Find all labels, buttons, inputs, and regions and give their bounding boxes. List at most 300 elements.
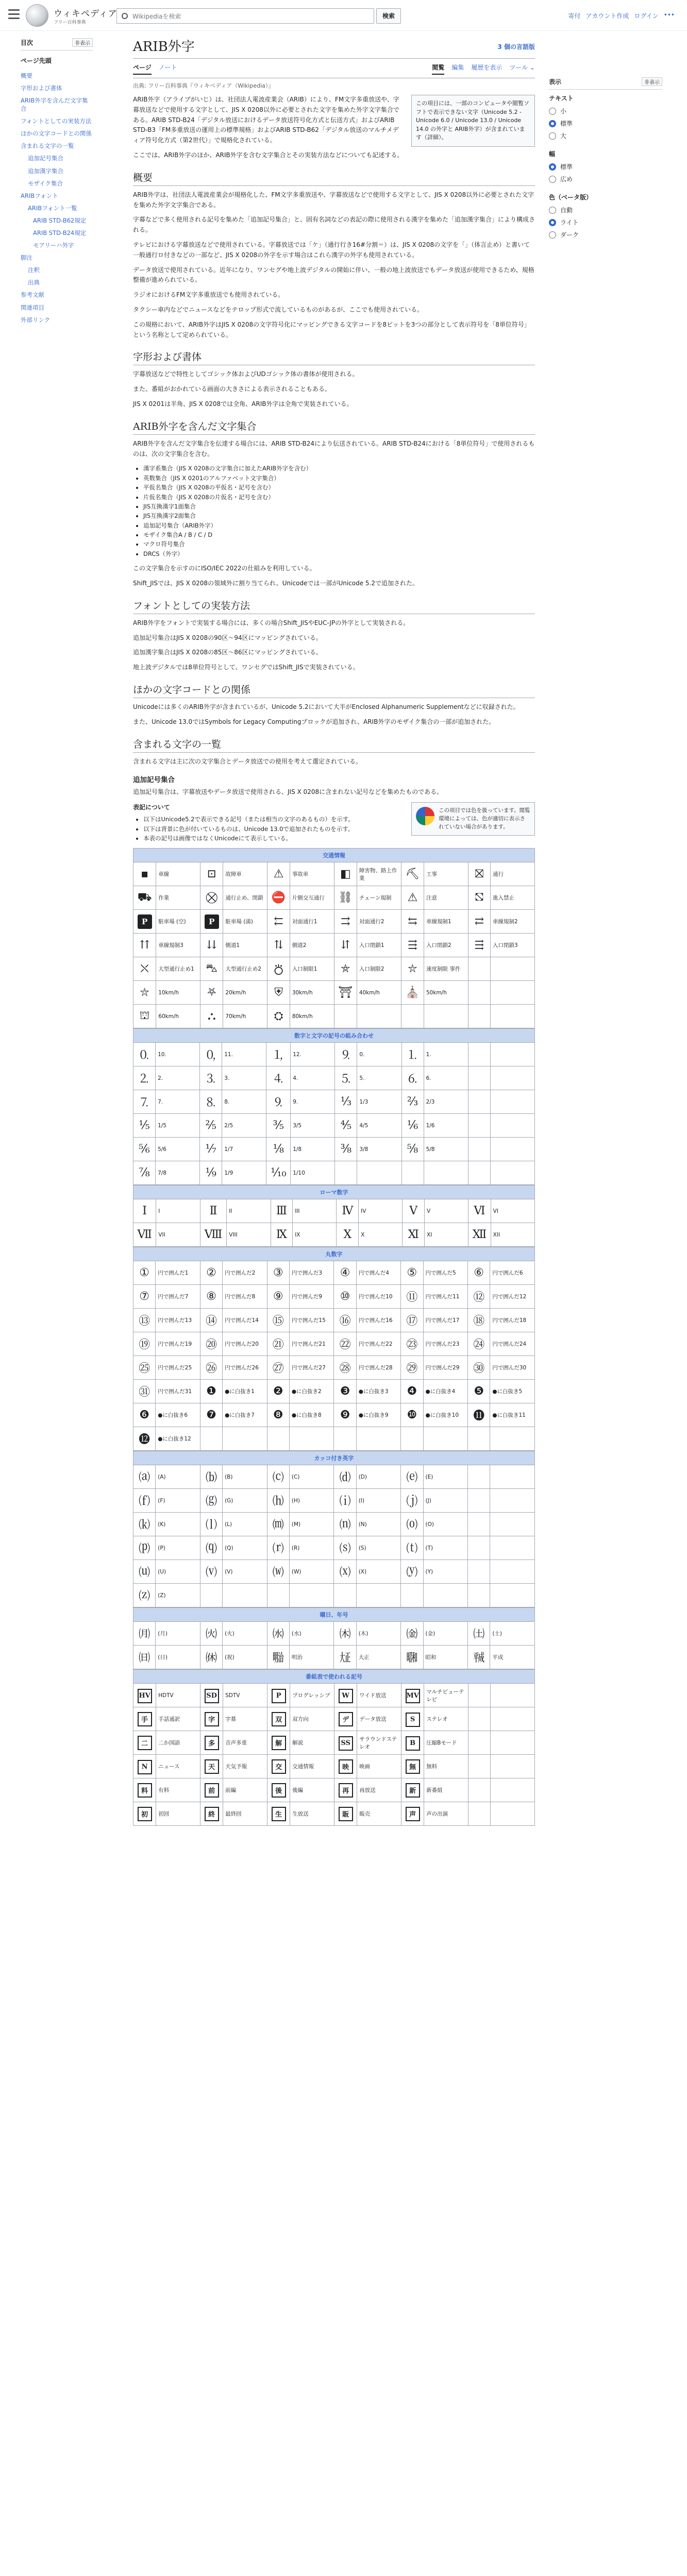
tab-history[interactable]: 履歴を表示 <box>471 64 502 71</box>
symbol-glyph: ㉖ <box>200 1356 222 1380</box>
symbol-label: 速度制限 事件 <box>424 957 468 981</box>
symbol-glyph: ⑫ <box>468 1285 490 1309</box>
color-wheel-icon <box>416 807 434 825</box>
symbol-label: (A) <box>156 1465 200 1489</box>
intro-paragraph: ここでは、ARIB外字のほか、ARIB外字を含む文字集合とその実装方法などについても記述する。 <box>133 151 404 159</box>
toc-item[interactable]: ARIBフォント一覧 <box>28 204 77 212</box>
symbol-label: ●に白抜き3 <box>356 1380 401 1403</box>
table-row <box>133 1731 535 1755</box>
symbol-label: V <box>425 1199 468 1223</box>
symbol-label <box>289 1427 334 1451</box>
symbol-glyph: ⅗ <box>266 1114 291 1138</box>
radio-option[interactable]: 標準 <box>549 162 662 171</box>
symbol-glyph <box>468 1755 491 1778</box>
symbol-label: 交通情報 <box>290 1755 334 1778</box>
symbol-label: 1/3 <box>357 1090 401 1114</box>
symbol-label: 円で囲んだ12 <box>490 1285 535 1309</box>
symbol-label: 通行 <box>490 862 534 886</box>
symbol-label: 1/9 <box>222 1161 266 1185</box>
toc-item[interactable]: 概要 <box>21 72 32 79</box>
paragraph: Shift_JISでは、JIS X 0208の領域外に割り当てられ、Unicodeでは一部がUnicode 5.2で追加された。 <box>133 580 418 587</box>
symbol-label: 対面通行2 <box>357 910 401 934</box>
symbol-label: 円で囲んだ10 <box>356 1285 401 1309</box>
radio-option[interactable]: 自動 <box>549 206 662 214</box>
toc-item[interactable]: ARIB STD-B24規定 <box>33 229 87 237</box>
symbol-label: (P) <box>156 1536 200 1560</box>
symbol-glyph: 🄂 <box>266 1043 291 1066</box>
symbol-glyph: 新 <box>401 1778 424 1802</box>
charset-item: • マクロ符号集合 <box>143 539 535 549</box>
symbol-glyph <box>468 1684 491 1707</box>
symbol-label: 円で囲んだ5 <box>423 1261 468 1285</box>
symbol-label <box>490 1090 534 1114</box>
table-row <box>133 1622 535 1646</box>
symbol-glyph: ⛭ <box>267 1005 290 1028</box>
symbol-label <box>490 1066 534 1090</box>
symbol-label: 入口閉鎖2 <box>424 934 468 957</box>
symbol-label <box>423 1584 468 1607</box>
symbol-glyph: ⒈ <box>401 1043 424 1066</box>
symbol-label: プログレッシブ <box>290 1684 334 1707</box>
symbol-glyph: ⅖ <box>200 1114 222 1138</box>
symbol-glyph: ❾ <box>334 1403 356 1427</box>
toc-item[interactable]: 外部リンク <box>21 316 51 324</box>
toc-hide-button[interactable]: 非表示 <box>72 38 93 47</box>
symbol-label: 天気予報 <box>223 1755 267 1778</box>
symbol-glyph: ⒐ <box>335 1043 357 1066</box>
table-row <box>133 1005 535 1028</box>
symbol-label: 7. <box>156 1090 200 1114</box>
symbol-label: (S) <box>356 1536 401 1560</box>
symbol-glyph: Ⅹ <box>337 1223 359 1247</box>
symbol-glyph: ⑪ <box>401 1285 423 1309</box>
search-input[interactable] <box>116 8 374 24</box>
site-header <box>0 0 687 31</box>
source-line: 出典: フリー百科事典『ウィキペディア（Wikipedia）』 <box>133 82 274 89</box>
symbol-label: 入口制限2 <box>357 957 401 981</box>
symbol-table <box>133 1247 535 1451</box>
symbol-glyph: ㍼ <box>401 1646 423 1669</box>
symbol-label: 字幕 <box>223 1707 267 1731</box>
symbol-glyph: ⒣ <box>267 1489 289 1513</box>
symbol-glyph <box>468 1090 490 1114</box>
symbol-label: (V) <box>223 1560 267 1584</box>
symbol-glyph <box>334 1584 356 1607</box>
symbol-glyph: ⛞ <box>468 886 490 910</box>
symbol-glyph: ⊡ <box>200 862 223 886</box>
paragraph: JIS X 0201は半角、JIS X 0208では全角、ARIB外字は全角で実装されている。 <box>133 400 353 408</box>
symbol-label: VI <box>491 1199 534 1223</box>
symbol-glyph: ▪ <box>133 862 156 886</box>
symbol-glyph: ㉛ <box>133 1380 156 1403</box>
radio-option[interactable]: 広め <box>549 175 662 183</box>
toc-header <box>21 38 93 50</box>
text-size-title: テキスト <box>549 95 574 102</box>
paragraph: また、Unicode 13.0ではSymbols for Legacy Computingブロックが追加され、ARIB外字のモザイク集合の一部が追加された。 <box>133 718 495 725</box>
table-caption[interactable]: 数字と文字の記号の組み合わせ <box>133 1029 535 1043</box>
symbol-glyph: ⒐ <box>266 1090 291 1114</box>
symbol-glyph: ⅕ <box>133 1114 156 1138</box>
note-item: • 以下は背景に色が付いているものは、Unicode 13.0で追加されたものを示す。 <box>143 824 535 834</box>
paragraph: この文字集合を示すのにISO/IEC 2022の仕組みを利用している。 <box>133 565 316 572</box>
symbol-glyph: ㉕ <box>133 1356 156 1380</box>
site-wordmark[interactable]: ウィキペディア <box>54 9 118 19</box>
symbol-label: 側道2 <box>290 934 334 957</box>
symbol-glyph: 初 <box>133 1802 156 1826</box>
radio-button <box>549 176 556 183</box>
paragraph: また、番組がおかれている画面の大きさによる表示されることもある。 <box>133 385 331 393</box>
symbol-glyph: ⒨ <box>267 1513 289 1536</box>
symbol-label <box>490 1161 534 1185</box>
symbol-glyph: 字 <box>200 1707 223 1731</box>
tab-edit[interactable]: 編集 <box>451 64 464 71</box>
symbol-label: IX <box>293 1223 337 1247</box>
personal-tools <box>568 11 675 20</box>
symbol-label: 円で囲んだ27 <box>289 1356 334 1380</box>
symbol-glyph: Ⅻ <box>468 1223 491 1247</box>
table-row <box>133 957 535 981</box>
symbol-glyph <box>468 1778 491 1802</box>
symbol-glyph: 交 <box>267 1755 290 1778</box>
symbol-table <box>133 848 535 1028</box>
symbol-glyph: ⑬ <box>133 1309 156 1332</box>
symbol-label: (H) <box>289 1489 334 1513</box>
table-row <box>133 1465 535 1489</box>
symbol-glyph: ㈭ <box>334 1622 356 1646</box>
donate-link[interactable]: 寄付 <box>568 12 581 20</box>
symbol-glyph: ⒟ <box>334 1465 356 1489</box>
symbol-glyph: ㍾ <box>267 1646 289 1669</box>
tab-article[interactable]: ページ <box>133 63 152 75</box>
symbol-glyph: Ⅲ <box>271 1199 293 1223</box>
radio-option[interactable]: 標準 <box>549 119 662 128</box>
symbol-label <box>223 1584 267 1607</box>
symbol-glyph <box>468 1513 490 1536</box>
symbol-glyph: SD <box>200 1684 223 1707</box>
symbol-label: (I) <box>356 1489 401 1513</box>
symbol-label <box>356 1427 401 1451</box>
symbol-glyph: 後 <box>267 1778 290 1802</box>
tab-tools[interactable]: ツール ⌄ <box>509 64 535 71</box>
symbol-glyph: ㈮ <box>401 1622 423 1646</box>
symbol-label: 円で囲んだ15 <box>289 1309 334 1332</box>
toc-item[interactable]: ARIB STD-B62規定 <box>33 216 87 224</box>
symbol-glyph: B <box>401 1731 424 1755</box>
symbol-label <box>223 1427 267 1451</box>
symbol-glyph: ⒌ <box>335 1066 357 1090</box>
page-title: ARIB外字 <box>133 36 535 59</box>
symbol-label: 円で囲んだ1 <box>156 1261 200 1285</box>
symbol-label: 作業 <box>156 886 200 910</box>
symbol-glyph: ⒋ <box>266 1066 291 1090</box>
toc-item[interactable]: ARIB外字を含んだ文字集合 <box>21 96 88 113</box>
symbol-label <box>357 1005 401 1028</box>
toc-item[interactable]: ページ先頭 <box>21 57 52 64</box>
symbol-glyph: ⒲ <box>267 1560 289 1584</box>
radio-option[interactable]: 大 <box>549 131 662 140</box>
table-row <box>133 1356 535 1380</box>
symbol-glyph: ⛣ <box>267 957 290 981</box>
symbol-glyph: 終 <box>200 1802 223 1826</box>
symbol-label: 円で囲んだ6 <box>490 1261 535 1285</box>
symbol-glyph: ⇶ <box>401 934 424 957</box>
symbol-label: 駐車場 (満) <box>223 910 267 934</box>
symbol-glyph: ⛦ <box>133 981 156 1005</box>
symbol-label: 入口閉鎖3 <box>490 934 534 957</box>
table-row <box>133 1380 535 1403</box>
toc-item[interactable]: ほかの文字コードとの関係 <box>21 130 92 138</box>
symbol-glyph: ⅛ <box>266 1138 291 1161</box>
symbol-label: 2. <box>156 1066 200 1090</box>
symbol-label: 1/10 <box>291 1161 335 1185</box>
symbol-glyph: Ⅴ <box>403 1199 425 1223</box>
symbol-glyph <box>401 1161 424 1185</box>
toc-item[interactable]: 脚注 <box>21 254 32 262</box>
symbol-glyph: ⑲ <box>133 1332 156 1356</box>
symbol-label: ●に白抜き1 <box>223 1380 267 1403</box>
site-tagline: フリー百科事典 <box>54 20 86 25</box>
symbol-label: 50km/h <box>424 981 468 1005</box>
symbol-glyph: ⒎ <box>133 1090 156 1114</box>
symbol-label: XI <box>425 1223 468 1247</box>
symbol-glyph: 天 <box>200 1755 223 1778</box>
table-row <box>133 1403 535 1427</box>
symbol-glyph: ⛌ <box>133 957 156 981</box>
symbol-label: 事故車 <box>290 862 334 886</box>
symbol-glyph <box>468 1584 490 1607</box>
symbol-glyph: ⑧ <box>200 1285 222 1309</box>
paragraph: ARIB外字は、社団法人電波産業会が規格化した、FM文字多重放送や、字幕放送などで使用する文字として、JIS X 0208以外に必要とされた文字を集めた外字文字集合である。 <box>133 191 534 209</box>
symbol-glyph <box>468 981 490 1005</box>
symbol-glyph <box>468 1560 490 1584</box>
symbol-glyph: ⅜ <box>335 1138 357 1161</box>
table-caption[interactable]: カッコ付き英字 <box>133 1451 535 1465</box>
table-caption[interactable]: 丸数字 <box>133 1247 535 1261</box>
appearance-panel <box>549 77 662 248</box>
symbol-label: 円で囲んだ23 <box>423 1332 468 1356</box>
symbol-label: II <box>227 1199 271 1223</box>
symbol-glyph <box>468 1043 490 1066</box>
symbol-glyph: ⒊ <box>200 1066 222 1090</box>
symbol-glyph: ❸ <box>334 1380 356 1403</box>
paragraph: データ放送で使用されている。近年になり、ワンセグや地上波デジタルの開始に伴い、一般の地上波放送でもデータ放送が使用できるため、規格整備が進められている。 <box>133 266 534 284</box>
symbol-label: 円で囲んだ26 <box>223 1356 267 1380</box>
symbol-glyph: 解 <box>267 1731 290 1755</box>
symbol-glyph: ❼ <box>200 1403 222 1427</box>
radio-button <box>549 108 556 115</box>
symbol-glyph <box>468 1427 490 1451</box>
table-row <box>133 1536 535 1560</box>
login-link[interactable]: ログイン <box>634 12 659 20</box>
paragraph: 含まれる文字は主に次の文字集合とデータ放送での使用を考えて選定されている。 <box>133 757 362 765</box>
symbol-label: 声の出演 <box>424 1802 468 1826</box>
symbol-glyph: MV <box>401 1684 424 1707</box>
toc-item[interactable]: 注釈 <box>28 266 40 274</box>
symbol-glyph: ⅝ <box>401 1138 424 1161</box>
toc-item[interactable]: ARIBフォント <box>21 192 58 199</box>
symbol-glyph: ⛧ <box>200 981 223 1005</box>
symbol-glyph: ⚠ <box>401 886 424 910</box>
symbol-label: サラウンドステレオ <box>357 1731 401 1755</box>
symbol-label: 3. <box>222 1066 266 1090</box>
table-row <box>133 1138 535 1161</box>
charset-item: • JIS互換漢字1面集合 <box>143 502 535 511</box>
symbol-label: 円で囲んだ19 <box>156 1332 200 1356</box>
symbol-label <box>490 1043 534 1066</box>
symbol-label: (E) <box>423 1465 468 1489</box>
toc-item[interactable]: フォントとしての実装方法 <box>21 117 92 125</box>
create-account-link[interactable]: アカウント作成 <box>585 12 629 20</box>
symbol-label: 9. <box>291 1090 335 1114</box>
section-heading: 概要 <box>133 170 535 186</box>
toc-item[interactable]: 追加記号集合 <box>28 155 63 162</box>
radio-option[interactable]: ダーク <box>549 230 662 239</box>
symbol-label: 10km/h <box>156 981 200 1005</box>
symbol-glyph: ⒥ <box>401 1489 423 1513</box>
symbol-label <box>491 1778 535 1802</box>
search-button[interactable]: 検索 <box>376 8 401 24</box>
main-menu-icon[interactable] <box>8 9 20 20</box>
symbol-glyph: ◧ <box>334 862 357 886</box>
language-button[interactable]: 3 個の言語版 <box>497 43 535 50</box>
symbol-glyph: ⛨ <box>267 981 290 1005</box>
symbol-label: ステレオ <box>424 1707 468 1731</box>
symbol-label: ●に白抜き9 <box>356 1403 401 1427</box>
toc-item[interactable]: モアリーハ外字 <box>33 242 74 249</box>
table-caption[interactable]: 番組表で使われる記号 <box>133 1670 535 1684</box>
toc-item[interactable]: モザイク集合 <box>28 179 63 187</box>
charset-list <box>133 464 535 558</box>
symbol-glyph: W <box>334 1684 357 1707</box>
paragraph: テレビにおける字幕放送などで使用されている。字幕放送では「ケ」（通行行き16#分割＝）は、JIS X 0208の文字を「」（体言止め）と書いて一般通行ロ付きなどの一部など、JIS X 0208の外字を示す場合はこれら漢字の外字も使用されている。 <box>133 241 530 259</box>
more-tools-button[interactable]: ••• <box>663 11 675 19</box>
radio-button <box>549 163 556 171</box>
symbol-label: 通行止め、閉鎖 <box>223 886 267 910</box>
symbol-glyph: ⇈ <box>133 934 156 957</box>
symbol-glyph: ⇵ <box>334 934 357 957</box>
paragraph: ラジオにおけるFM文字多重放送でも使用されている。 <box>133 291 284 299</box>
symbol-glyph: ⒧ <box>200 1513 222 1536</box>
table-row <box>133 1755 535 1778</box>
symbol-glyph: ⇉ <box>334 910 357 934</box>
table-caption[interactable]: 交通情報 <box>133 849 535 862</box>
symbol-glyph: ⒜ <box>133 1465 156 1489</box>
symbol-glyph: ③ <box>267 1261 289 1285</box>
symbol-glyph: ⑰ <box>401 1309 423 1332</box>
wikipedia-globe-logo[interactable] <box>26 4 48 27</box>
radio-option[interactable]: ライト <box>549 218 662 227</box>
symbol-label <box>357 1161 401 1185</box>
symbol-glyph: 声 <box>401 1802 424 1826</box>
symbol-label: 障害物、路上作業 <box>357 862 401 886</box>
symbol-glyph <box>468 1005 490 1028</box>
table-row <box>133 1309 535 1332</box>
section-heading: 字形および書体 <box>133 349 535 365</box>
symbol-glyph: ⅔ <box>401 1090 424 1114</box>
symbol-glyph <box>468 957 490 981</box>
symbol-label: ●に白抜き12 <box>156 1427 200 1451</box>
symbol-label: 10. <box>156 1043 200 1066</box>
symbol-glyph: ㉑ <box>267 1332 289 1356</box>
symbol-label: 1/7 <box>222 1138 266 1161</box>
toc-item[interactable]: 関連項目 <box>21 303 44 311</box>
symbol-glyph: 二 <box>133 1731 156 1755</box>
symbol-glyph: ❿ <box>401 1403 423 1427</box>
appearance-hide-button[interactable]: 非表示 <box>642 77 662 86</box>
symbol-glyph: 🄀 <box>133 1043 156 1066</box>
symbol-glyph: ⇶ <box>468 934 490 957</box>
symbol-label <box>491 1707 535 1731</box>
symbol-label <box>490 1560 535 1584</box>
table-caption[interactable]: 曜日、年号 <box>133 1608 535 1622</box>
symbol-label: 片側交互通行 <box>290 886 334 910</box>
charset-item: • 英数集合（JIS X 0201のアルファベット文字集合） <box>143 473 535 483</box>
symbol-label: (祝) <box>223 1646 267 1669</box>
symbol-glyph: ⇄ <box>468 910 490 934</box>
paragraph: 地上波デジタルでは8単位符号として、ワンセグではShift_JISで実装されている。 <box>133 664 359 671</box>
symbol-glyph: 無 <box>401 1755 424 1778</box>
paragraph: ARIB外字を含んだ文字集合を伝達する場合には、ARIB STD-B24により伝送されている。ARIB STD-B24における「8単位符号」で使用されるものは、次の文字集合を含む。 <box>133 439 535 457</box>
symbol-glyph: ⅙ <box>401 1114 424 1138</box>
symbol-glyph: デ <box>334 1707 357 1731</box>
symbol-label <box>289 1584 334 1607</box>
toc-title: 目次 <box>21 39 33 46</box>
table-row <box>133 1043 535 1066</box>
symbol-label: 20km/h <box>223 981 267 1005</box>
symbol-glyph: N <box>133 1755 156 1778</box>
symbol-glyph: ㉔ <box>468 1332 490 1356</box>
symbol-glyph: ⒮ <box>334 1536 356 1560</box>
toc-item[interactable]: 出典 <box>28 279 40 286</box>
symbol-label: 12. <box>291 1043 335 1066</box>
symbol-label <box>424 1161 468 1185</box>
symbol-label <box>490 1138 534 1161</box>
symbol-label: (月) <box>156 1622 200 1646</box>
symbol-glyph: ⒤ <box>334 1489 356 1513</box>
symbol-label: 円で囲んだ8 <box>223 1285 267 1309</box>
toc-item[interactable]: 参考文献 <box>21 291 44 299</box>
tab-read[interactable]: 閲覧 <box>432 63 444 75</box>
symbol-glyph: ㉓ <box>401 1332 423 1356</box>
symbol-glyph <box>468 1707 491 1731</box>
symbol-label: III <box>293 1199 337 1223</box>
symbol-label: 円で囲んだ21 <box>289 1332 334 1356</box>
symbol-label: 後編 <box>290 1778 334 1802</box>
symbol-glyph: ㉙ <box>401 1356 423 1380</box>
symbol-glyph: ⛒ <box>200 886 223 910</box>
radio-option[interactable]: 小 <box>549 107 662 115</box>
tab-talk[interactable]: ノート <box>158 64 177 71</box>
symbol-glyph: ❺ <box>468 1380 490 1403</box>
toc-item[interactable]: 追加漢字集合 <box>28 167 63 175</box>
symbol-label: (O) <box>423 1513 468 1536</box>
symbol-glyph: ⚠ <box>267 862 290 886</box>
symbol-glyph: ⒩ <box>334 1513 356 1536</box>
symbol-label: ●に白抜き4 <box>423 1380 468 1403</box>
symbol-label: 60km/h <box>156 1005 200 1028</box>
toc-item[interactable]: 字形および書体 <box>21 84 62 92</box>
toc-item[interactable]: 含まれる文字の一覧 <box>21 142 74 150</box>
symbol-glyph: ⑤ <box>401 1261 423 1285</box>
color-notice-box: この項目では色を扱っています。閲覧環境によっては、色が適切に表示されていない場合があります。 <box>411 802 535 836</box>
symbol-glyph: ㉘ <box>334 1356 356 1380</box>
symbol-label: (T) <box>423 1536 468 1560</box>
table-caption[interactable]: ローマ数字 <box>133 1185 535 1199</box>
symbol-label: HDTV <box>156 1684 200 1707</box>
symbol-label: 入口閉鎖1 <box>357 934 401 957</box>
symbol-label: 駐車場 (空) <box>156 910 200 934</box>
symbol-glyph: ⒡ <box>133 1489 156 1513</box>
